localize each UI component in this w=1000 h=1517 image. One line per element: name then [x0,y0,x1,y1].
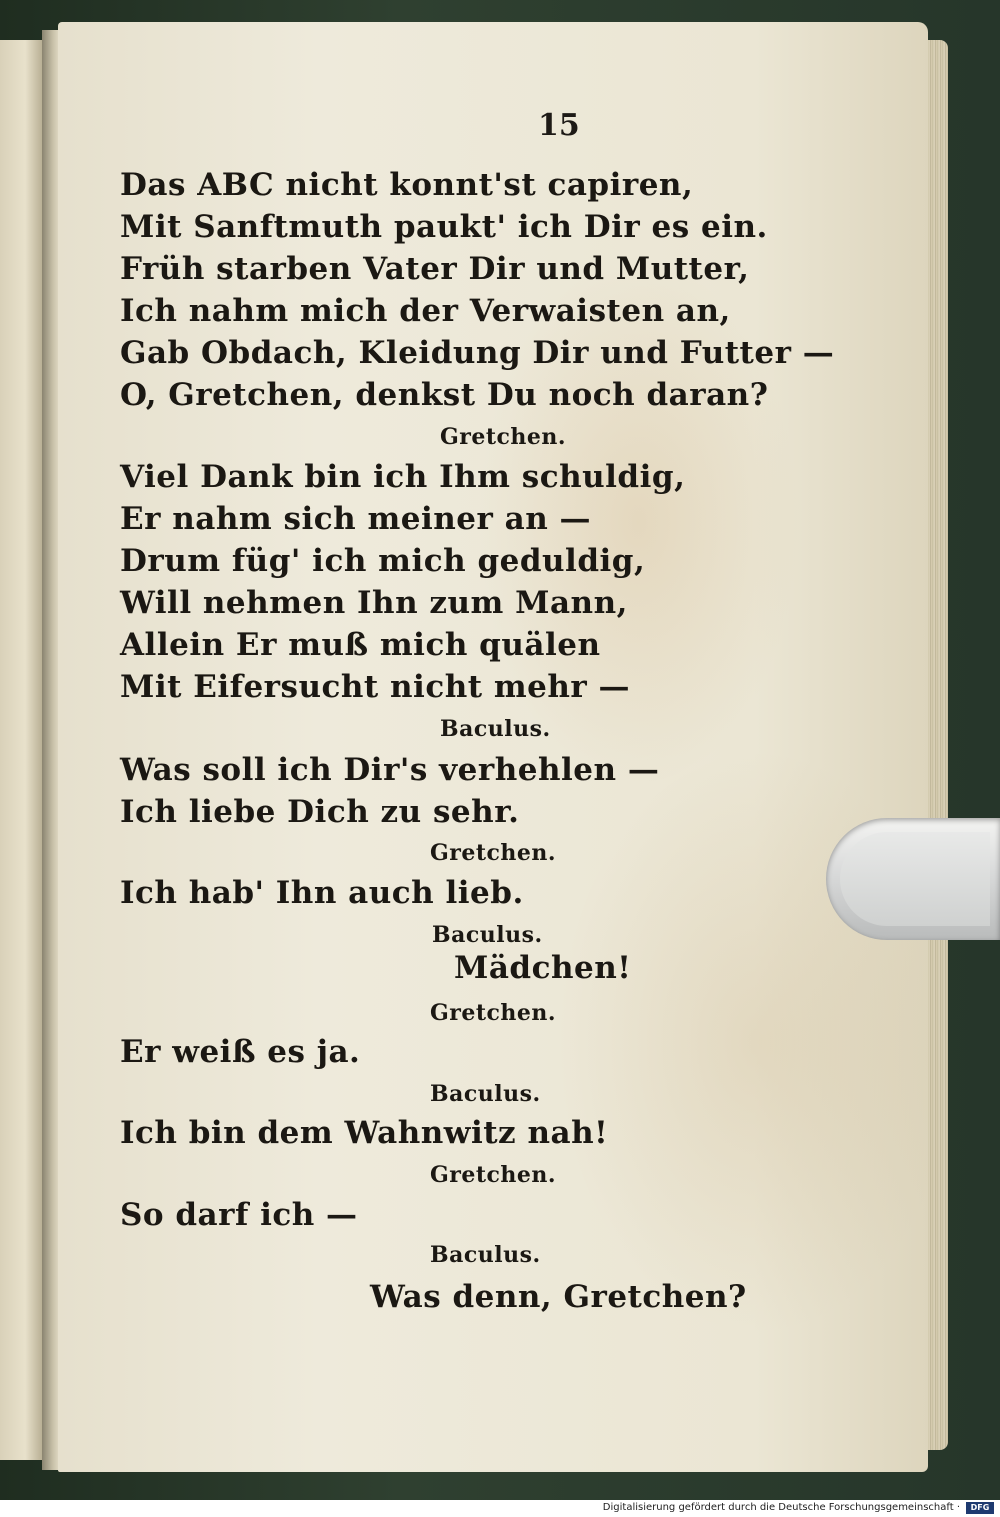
verse-line: O, Gretchen, denkst Du noch daran? [120,377,769,413]
speaker-name: Baculus. [440,716,551,742]
speaker-name: Gretchen. [440,424,567,450]
verse-line: Mädchen! [454,950,632,986]
footer-bar [0,1500,1000,1517]
verse-line: Früh starben Vater Dir und Mutter, [120,251,750,287]
left-page-edge [0,40,42,1460]
verse-line: Ich liebe Dich zu sehr. [120,794,520,830]
verse-line: Er nahm sich meiner an — [120,501,592,537]
speaker-name: Gretchen. [430,1162,557,1188]
speaker-name: Gretchen. [430,840,557,866]
verse-line: So darf ich — [120,1197,358,1233]
page-number: 15 [538,108,580,143]
speaker-name: Baculus. [432,922,543,948]
book-page [58,22,928,1472]
page-stack-edges [926,40,948,1450]
verse-line: Will nehmen Ihn zum Mann, [120,585,628,621]
verse-line: Ich bin dem Wahnwitz nah! [120,1115,609,1151]
speaker-name: Gretchen. [430,1000,557,1026]
verse-line: Ich nahm mich der Verwaisten an, [120,293,731,329]
verse-line: Viel Dank bin ich Ihm schuldig, [120,459,686,495]
verse-line: Gab Obdach, Kleidung Dir und Futter — [120,335,835,371]
verse-line: Das ABC nicht konnt'st capiren, [120,167,694,203]
funding-credit: Digitalisierung gefördert durch die Deutsche Forschungsgemeinschaft · [602,1502,960,1513]
verse-line: Mit Sanftmuth paukt' ich Dir es ein. [120,209,768,245]
verse-line: Was denn, Gretchen? [370,1279,747,1315]
speaker-name: Baculus. [430,1242,541,1268]
dfg-logo: DFG [966,1502,994,1514]
verse-line: Mit Eifersucht nicht mehr — [120,669,631,705]
verse-line: Ich hab' Ihn auch lieb. [120,875,524,911]
verse-line: Drum füg' ich mich geduldig, [120,543,646,579]
verse-line: Allein Er muß mich quälen [120,627,601,663]
verse-line: Was soll ich Dir's verhehlen — [120,752,660,788]
page-clip-holder [826,818,1000,940]
page-clip-inner [840,832,990,926]
speaker-name: Baculus. [430,1081,541,1107]
verse-line: Er weiß es ja. [120,1034,361,1070]
